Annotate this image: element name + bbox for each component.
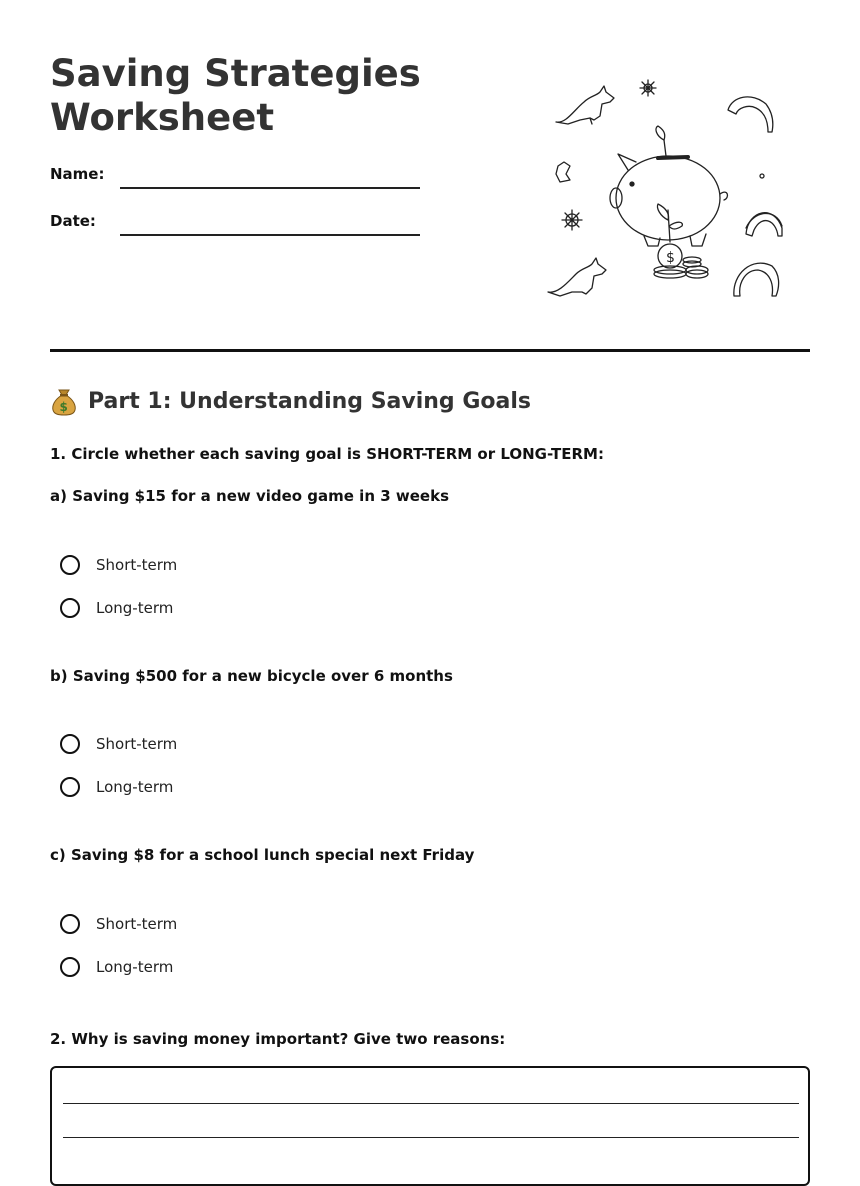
question-1a: a) Saving $15 for a new video game in 3 weeks [50,487,449,505]
name-label: Name: [50,165,105,183]
option-label: Short-term [96,735,178,753]
coin-stack-icon [654,244,708,278]
option-1c-short-term[interactable] [60,914,177,934]
page-title: Saving Strategies Worksheet [50,52,421,139]
answer-box[interactable] [50,1066,810,1186]
option-label: Long-term [96,599,174,617]
answer-line[interactable] [63,1103,799,1104]
svg-text:$: $ [666,250,675,266]
question-1-prompt: 1. Circle whether each saving goal is SHORT-TERM or LONG-TERM: [50,445,604,463]
part1-heading-text: Part 1: Understanding Saving Goals [88,388,531,414]
option-label: Short-term [96,915,178,933]
radio-circle[interactable] [60,957,80,977]
part1-heading [50,386,531,416]
question-2-prompt: 2. Why is saving money important? Give two reasons: [50,1030,506,1048]
radio-circle[interactable] [60,555,80,575]
option-1b-short-term[interactable] [60,734,177,754]
radio-circle[interactable] [60,777,80,797]
radio-circle[interactable] [60,914,80,934]
header-divider [50,349,810,352]
radio-circle[interactable] [60,598,80,618]
date-field[interactable] [120,234,420,236]
option-1c-long-term[interactable] [60,957,173,977]
svg-text:$: $ [59,400,68,414]
option-1b-long-term[interactable] [60,777,173,797]
date-label: Date: [50,212,96,230]
money-bag-icon [50,386,78,416]
radio-circle[interactable] [60,734,80,754]
question-1b: b) Saving $500 for a new bicycle over 6 months [50,667,453,685]
name-field[interactable] [120,187,420,189]
option-label: Short-term [96,556,178,574]
option-1a-long-term[interactable] [60,598,173,618]
kangaroo-icon [548,86,614,296]
answer-line[interactable] [63,1137,799,1138]
piggy-bank-illustration [540,70,790,310]
horseshoe-icon [728,97,782,296]
option-label: Long-term [96,958,174,976]
sprout-icon [656,126,682,242]
option-label: Long-term [96,778,174,796]
option-1a-short-term[interactable] [60,555,177,575]
question-1c: c) Saving $8 for a school lunch special next Friday [50,846,475,864]
